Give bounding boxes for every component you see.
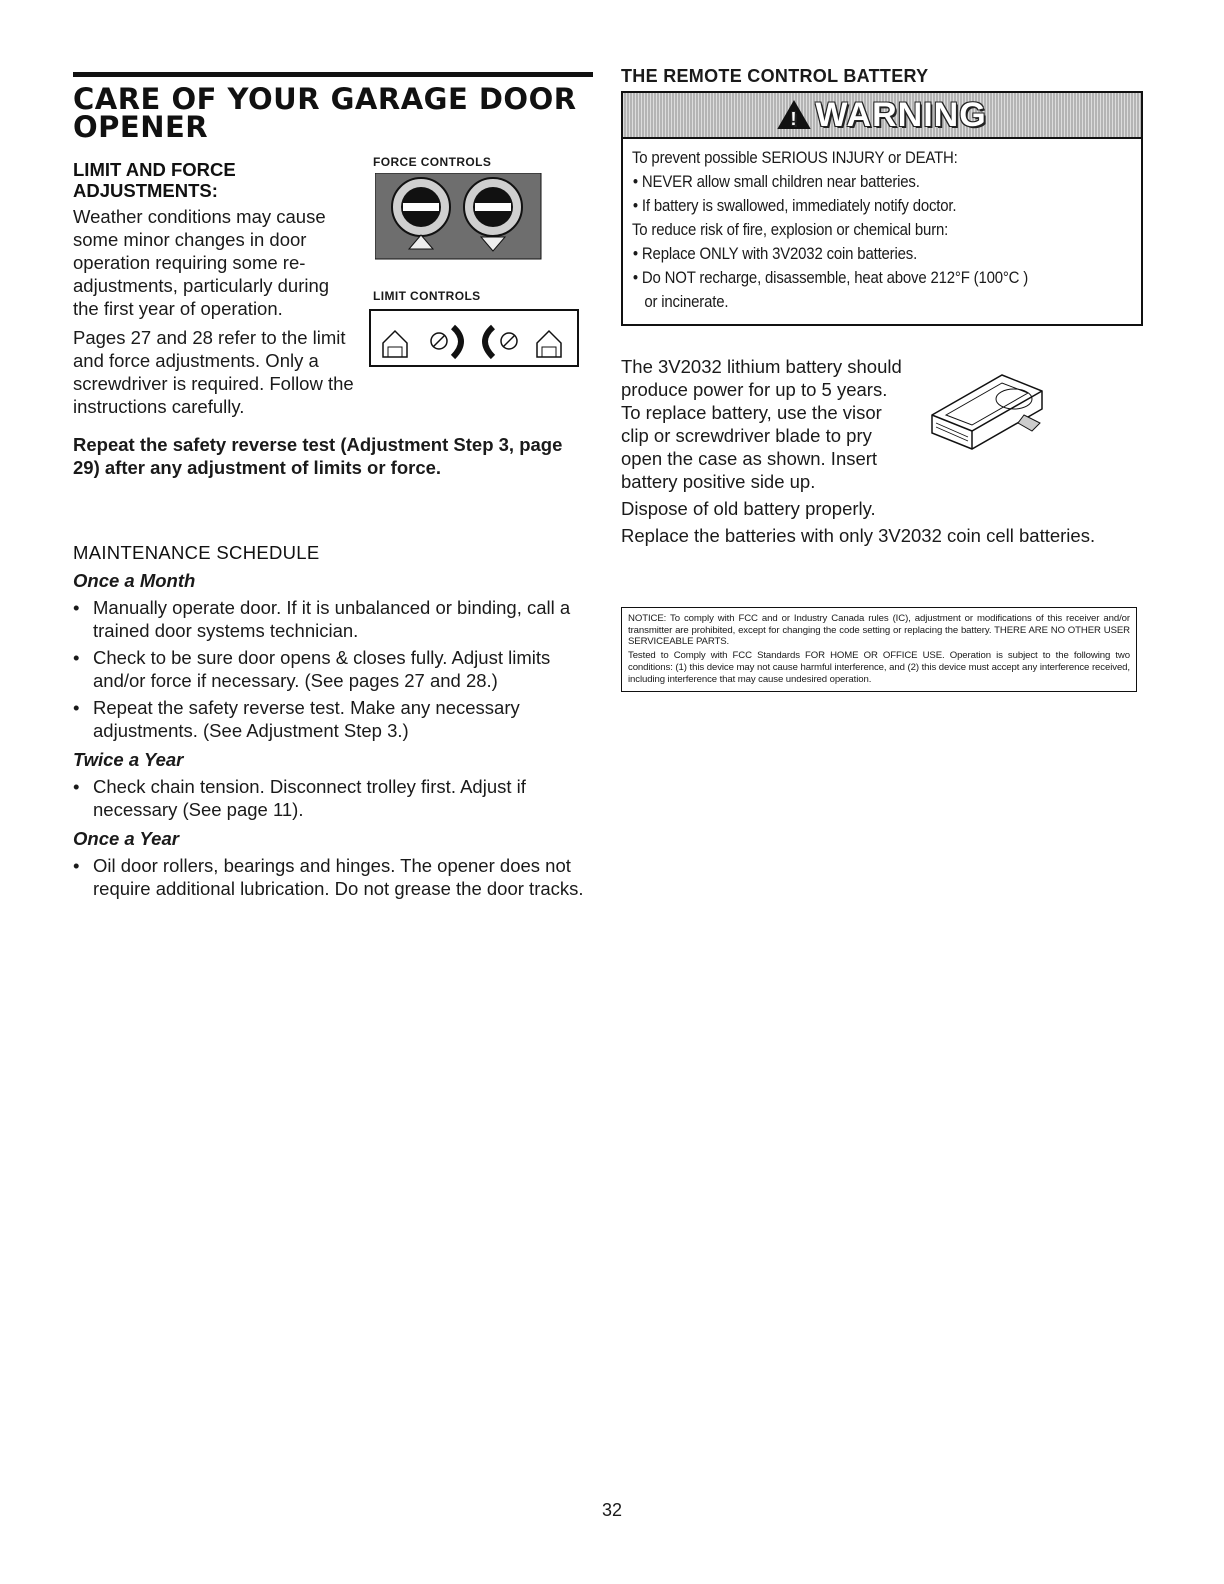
warning-line: To reduce risk of fire, explosion or chemical burn: bbox=[632, 220, 949, 239]
fcc-notice-box bbox=[621, 607, 1137, 692]
list-item: • Check to be sure door opens & closes fully. Adjust limits and/or force if necessary. (See pages 27 and 28.) bbox=[73, 646, 595, 692]
replace-text: Replace the batteries with only 3V2032 coin cell batteries. bbox=[621, 525, 1096, 546]
maintenance-heading: MAINTENANCE SCHEDULE bbox=[73, 542, 320, 563]
maintenance-section bbox=[73, 542, 595, 900]
warning-line: or incinerate. bbox=[644, 292, 729, 311]
warning-line: • Do NOT recharge, disassemble, heat above 212°F (100°C ) bbox=[632, 268, 1029, 287]
once-a-year-list bbox=[73, 854, 595, 900]
remote-battery-heading: THE REMOTE CONTROL BATTERY bbox=[621, 66, 929, 86]
list-item: • Manually operate door. If it is unbalanced or binding, call a trained door systems technician. bbox=[73, 596, 595, 642]
warning-title: WARNING bbox=[815, 95, 987, 134]
battery-section bbox=[621, 355, 1143, 545]
limit-force-heading: LIMIT AND FORCE ADJUSTMENTS: bbox=[73, 159, 236, 201]
warning-line: • If battery is swallowed, immediately notify doctor. bbox=[632, 196, 957, 215]
controls-figure bbox=[373, 155, 583, 369]
left-column bbox=[73, 72, 595, 904]
warning-body bbox=[623, 139, 1141, 324]
page-number: 32 bbox=[601, 1500, 623, 1520]
force-controls-illustration bbox=[375, 173, 545, 263]
remote-battery-illustration bbox=[924, 365, 1052, 455]
page-title: CARE OF YOUR GARAGE DOOR OPENER bbox=[73, 82, 577, 144]
limit-force-paragraph-1: Weather conditions may cause some minor changes in door operation requiring some re-adjustments, particularly during the first year of operation. bbox=[73, 206, 330, 319]
list-item: • Repeat the safety reverse test. Make any necessary adjustments. (See Adjustment Step 3.) bbox=[73, 696, 595, 742]
once-a-month-heading: Once a Month bbox=[73, 570, 196, 591]
safety-reverse-note: Repeat the safety reverse test (Adjustment Step 3, page 29) after any adjustment of limits or force. bbox=[73, 434, 563, 478]
warning-line: • NEVER allow small children near batteries. bbox=[632, 172, 920, 191]
warning-line: • Replace ONLY with 3V2032 coin batteries. bbox=[632, 244, 918, 263]
limit-controls-caption: LIMIT CONTROLS bbox=[373, 289, 481, 303]
fcc-notice-1: NOTICE: To comply with FCC and or Industry Canada rules (IC), adjustment or modifications of this receiver and/or transmitter are prohibited, except for changing the code setting or replacing the battery. THERE ARE NO OTHER USER SERVICEABLE PARTS. bbox=[628, 613, 1130, 648]
warning-box bbox=[621, 91, 1143, 326]
force-controls-caption: FORCE CONTROLS bbox=[373, 155, 492, 169]
limit-force-section bbox=[73, 155, 595, 504]
warning-triangle-icon bbox=[777, 100, 811, 130]
list-item: • Check chain tension. Disconnect trolley first. Adjust if necessary (See page 11). bbox=[73, 775, 595, 821]
once-a-month-list bbox=[73, 596, 595, 742]
dispose-text: Dispose of old battery properly. bbox=[621, 498, 876, 519]
warning-banner bbox=[623, 93, 1141, 139]
battery-text: The 3V2032 lithium battery should produce power for up to 5 years. To replace battery, use the visor clip or screwdriver blade to pry open the case as shown. Insert battery positive side up. bbox=[621, 356, 902, 492]
title-rule bbox=[73, 72, 593, 77]
twice-a-year-heading: Twice a Year bbox=[73, 749, 184, 770]
limit-force-paragraph-2: Pages 27 and 28 refer to the limit and force adjustments. Only a screwdriver is required. Follow the instructions carefully. bbox=[73, 327, 354, 417]
twice-a-year-list bbox=[73, 775, 595, 821]
limit-controls-illustration bbox=[369, 309, 581, 369]
right-column bbox=[621, 66, 1143, 692]
once-a-year-heading: Once a Year bbox=[73, 828, 179, 849]
warning-line: To prevent possible SERIOUS INJURY or DEATH: bbox=[632, 148, 958, 167]
list-item: • Oil door rollers, bearings and hinges. The opener does not require additional lubrication. Do not grease the door tracks. bbox=[73, 854, 595, 900]
svg-text:!: ! bbox=[790, 109, 798, 129]
fcc-notice-2: Tested to Comply with FCC Standards FOR HOME OR OFFICE USE. Operation is subject to the following two conditions: (1) this device may not cause harmful interference, and (2) this device must accept any interference received, including interference that may cause undesired operation. bbox=[628, 650, 1130, 685]
